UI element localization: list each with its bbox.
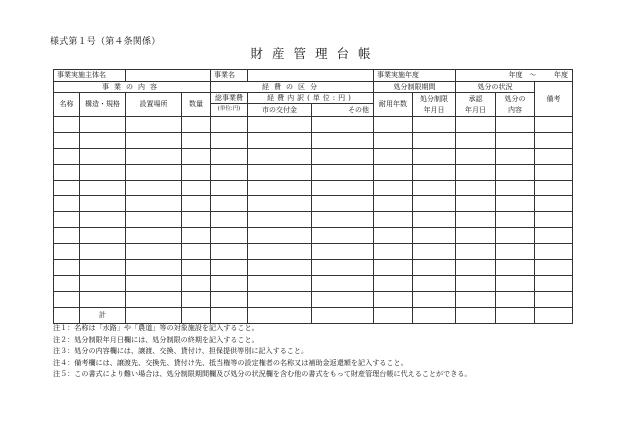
table-cell[interactable] (413, 212, 456, 228)
table-cell[interactable] (496, 132, 535, 148)
table-cell[interactable] (312, 260, 374, 276)
table-cell[interactable] (248, 164, 312, 180)
table-cell[interactable] (374, 212, 413, 228)
table-row (54, 148, 573, 164)
total-cost-unit: (単位:円) (211, 104, 248, 117)
table-row (54, 291, 573, 307)
table-cell[interactable] (496, 291, 535, 307)
table-cell[interactable] (248, 260, 312, 276)
table-cell[interactable] (182, 291, 211, 307)
table-cell[interactable] (182, 164, 211, 180)
table-row (54, 228, 573, 244)
table-cell[interactable] (456, 132, 496, 148)
table-cell[interactable] (312, 117, 374, 133)
table-cell[interactable] (80, 291, 126, 307)
table-cell[interactable] (80, 212, 126, 228)
table-cell[interactable] (535, 291, 573, 307)
table-cell[interactable] (374, 228, 413, 244)
table-cell[interactable] (182, 148, 211, 164)
total-label: 計 (80, 307, 126, 323)
table-cell[interactable] (312, 291, 374, 307)
table-cell[interactable] (413, 228, 456, 244)
total-cell[interactable] (312, 307, 374, 323)
quantity-header: 数量 (182, 93, 211, 117)
table-cell[interactable] (413, 260, 456, 276)
cost-breakdown-header: 経費内訳(単位:円) (248, 93, 374, 104)
approval-line1: 承認 (468, 94, 483, 103)
table-cell[interactable] (248, 196, 312, 212)
table-cell[interactable] (413, 275, 456, 291)
table-row (54, 180, 573, 196)
table-cell[interactable] (312, 148, 374, 164)
table-cell[interactable] (248, 244, 312, 260)
table-cell[interactable] (126, 291, 182, 307)
table-row (54, 260, 573, 276)
table-cell[interactable] (456, 180, 496, 196)
table-cell[interactable] (54, 148, 80, 164)
table-cell[interactable] (248, 148, 312, 164)
implementation-year-label: 事業実施年度 (374, 70, 456, 82)
table-cell[interactable] (456, 275, 496, 291)
table-cell[interactable] (456, 228, 496, 244)
table-cell[interactable] (312, 244, 374, 260)
table-cell[interactable] (248, 291, 312, 307)
table-cell[interactable] (211, 180, 248, 196)
disposal-content-header (496, 93, 535, 117)
table-cell[interactable] (211, 212, 248, 228)
table-cell[interactable] (535, 228, 573, 244)
city-grant-header: 市の交付金 (248, 104, 312, 117)
table-cell[interactable] (54, 132, 80, 148)
table-cell[interactable] (374, 196, 413, 212)
header-info-row (54, 70, 573, 82)
table-cell[interactable] (211, 148, 248, 164)
table-cell[interactable] (374, 148, 413, 164)
table-cell[interactable] (535, 212, 573, 228)
table-cell[interactable] (211, 244, 248, 260)
note-item: 注１：名称は「水路」や「農道」等の対象施設を記入すること。 (53, 323, 259, 332)
form-number-label: 様式第１号（第４条関係） (50, 37, 161, 47)
table-cell[interactable] (248, 228, 312, 244)
table-cell[interactable] (456, 117, 496, 133)
table-cell[interactable] (496, 180, 535, 196)
note-item: 注５：この書式により難い場合は、処分制限期間欄及び処分の状況欄を含む他の書式をもって財産管理台帳に代えることができる。 (53, 369, 472, 379)
table-cell[interactable] (80, 148, 126, 164)
table-cell[interactable] (535, 132, 573, 148)
total-cost-header: 総事業費 (211, 93, 248, 104)
table-cell[interactable] (248, 275, 312, 291)
table-cell[interactable] (54, 260, 80, 276)
table-cell[interactable] (312, 132, 374, 148)
table-cell[interactable] (211, 164, 248, 180)
total-cell[interactable] (126, 307, 182, 323)
table-cell[interactable] (211, 132, 248, 148)
table-cell[interactable] (80, 164, 126, 180)
table-cell[interactable] (413, 164, 456, 180)
table-cell[interactable] (211, 275, 248, 291)
table-cell[interactable] (126, 275, 182, 291)
total-cell[interactable] (54, 307, 80, 323)
total-cell[interactable] (182, 307, 211, 323)
table-cell[interactable] (496, 244, 535, 260)
table-row (54, 196, 573, 212)
table-cell[interactable] (312, 196, 374, 212)
table-cell[interactable] (80, 275, 126, 291)
table-cell[interactable] (535, 117, 573, 133)
table-cell[interactable] (54, 196, 80, 212)
table-cell[interactable] (80, 228, 126, 244)
table-cell[interactable] (456, 291, 496, 307)
disposal-content-line2: 内容 (508, 105, 522, 114)
table-cell[interactable] (126, 148, 182, 164)
page-title: 財産管理台帳 (250, 46, 380, 61)
name-header: 名称 (54, 93, 80, 117)
note-item: 注４：備考欄には、譲渡先、交換先、貸付け先、抵当権等の設定権者の名称又は補助金返還額を記入すること。 (53, 357, 408, 367)
table-cell[interactable] (126, 196, 182, 212)
year-separator: ～ (529, 71, 537, 79)
table-cell[interactable] (126, 180, 182, 196)
table-cell[interactable] (248, 117, 312, 133)
table-cell[interactable] (456, 244, 496, 260)
table-cell[interactable] (413, 132, 456, 148)
table-cell[interactable] (374, 180, 413, 196)
table-cell[interactable] (456, 148, 496, 164)
table-cell[interactable] (374, 132, 413, 148)
table-cell[interactable] (456, 164, 496, 180)
project-name-label: 事業名 (211, 70, 248, 82)
approval-date-header (456, 93, 496, 117)
table-cell[interactable] (496, 117, 535, 133)
table-cell[interactable] (54, 180, 80, 196)
table-cell[interactable] (126, 164, 182, 180)
table-cell[interactable] (413, 148, 456, 164)
table-cell[interactable] (80, 244, 126, 260)
table-cell[interactable] (182, 275, 211, 291)
table-cell[interactable] (456, 260, 496, 276)
total-cell[interactable] (248, 307, 312, 323)
table-cell[interactable] (182, 212, 211, 228)
year-from-label: 年度 (508, 71, 523, 79)
table-row (54, 244, 573, 260)
project-name-field[interactable] (248, 70, 374, 82)
restriction-end-line1: 処分制限 (420, 94, 448, 103)
table-cell[interactable] (182, 180, 211, 196)
implementation-year-field[interactable] (456, 70, 573, 82)
table-cell[interactable] (126, 212, 182, 228)
property-ledger-table (53, 69, 573, 324)
table-cell[interactable] (80, 117, 126, 133)
table-cell[interactable] (54, 117, 80, 133)
table-cell[interactable] (126, 117, 182, 133)
table-cell[interactable] (496, 275, 535, 291)
table-cell[interactable] (496, 260, 535, 276)
restriction-group-header: 処分制限期間 (374, 82, 456, 93)
table-cell[interactable] (54, 244, 80, 260)
table-cell[interactable] (126, 228, 182, 244)
table-row (54, 117, 573, 133)
table-cell[interactable] (248, 180, 312, 196)
table-cell[interactable] (496, 164, 535, 180)
table-cell[interactable] (312, 275, 374, 291)
table-row (54, 164, 573, 180)
year-to-label: 年度 (554, 71, 568, 79)
table-cell[interactable] (312, 180, 374, 196)
notes-section (53, 322, 472, 380)
table-row (54, 132, 573, 148)
total-row (54, 307, 573, 323)
total-cell[interactable] (211, 307, 248, 323)
org-name-label: 事業実施主体名 (54, 70, 126, 82)
table-cell[interactable] (496, 228, 535, 244)
cost-group-header: 経費の区分 (211, 82, 374, 93)
table-cell[interactable] (535, 244, 573, 260)
table-cell[interactable] (413, 180, 456, 196)
table-cell[interactable] (374, 164, 413, 180)
table-cell[interactable] (182, 228, 211, 244)
table-cell[interactable] (312, 212, 374, 228)
table-cell[interactable] (54, 228, 80, 244)
table-cell[interactable] (182, 117, 211, 133)
table-cell[interactable] (126, 132, 182, 148)
table-cell[interactable] (211, 196, 248, 212)
note-item: 注２：処分制限年月日欄には、処分制限の終期を記入すること。 (53, 334, 259, 344)
table-cell[interactable] (413, 291, 456, 307)
table-cell[interactable] (496, 148, 535, 164)
column-group-row (54, 82, 573, 93)
table-cell[interactable] (456, 212, 496, 228)
table-cell[interactable] (413, 244, 456, 260)
table-cell[interactable] (312, 228, 374, 244)
table-cell[interactable] (211, 260, 248, 276)
note-item: 注３：処分の内容欄には、譲渡、交換、貸付け、担保提供等別に記入すること。 (53, 346, 309, 356)
table-cell[interactable] (54, 275, 80, 291)
total-cell[interactable] (535, 307, 573, 323)
useful-years-header: 耐用年数 (374, 93, 413, 117)
structure-header: 構造・規格 (80, 93, 126, 117)
org-name-field[interactable] (126, 70, 211, 82)
table-cell[interactable] (126, 260, 182, 276)
table-cell[interactable] (80, 260, 126, 276)
table-cell[interactable] (80, 132, 126, 148)
table-cell[interactable] (248, 132, 312, 148)
table-cell[interactable] (182, 196, 211, 212)
table-cell[interactable] (535, 260, 573, 276)
table-cell[interactable] (248, 212, 312, 228)
table-cell[interactable] (535, 196, 573, 212)
table-cell[interactable] (211, 228, 248, 244)
table-cell[interactable] (535, 180, 573, 196)
table-cell[interactable] (182, 260, 211, 276)
restriction-end-header (413, 93, 456, 117)
total-cell[interactable] (413, 307, 456, 323)
restriction-end-line2: 年月日 (423, 105, 445, 114)
disposal-group-header: 処分の状況 (456, 82, 535, 93)
table-cell[interactable] (374, 260, 413, 276)
table-cell[interactable] (413, 117, 456, 133)
table-cell[interactable] (80, 180, 126, 196)
total-cell[interactable] (456, 307, 496, 323)
table-cell[interactable] (374, 291, 413, 307)
content-group-header: 事業の内容 (54, 82, 211, 93)
total-cell[interactable] (374, 307, 413, 323)
table-cell[interactable] (182, 244, 211, 260)
table-cell[interactable] (374, 117, 413, 133)
table-cell[interactable] (374, 244, 413, 260)
table-cell[interactable] (496, 196, 535, 212)
other-header: その他 (312, 104, 374, 117)
table-row (54, 275, 573, 291)
table-cell[interactable] (456, 196, 496, 212)
approval-line2: 年月日 (465, 105, 486, 114)
total-cell[interactable] (496, 307, 535, 323)
table-cell[interactable] (182, 132, 211, 148)
disposal-content-line1: 処分の (504, 94, 526, 103)
table-cell[interactable] (54, 164, 80, 180)
table-cell[interactable] (535, 164, 573, 180)
table-cell[interactable] (535, 148, 573, 164)
location-header: 設置場所 (126, 93, 182, 117)
table-row (54, 212, 573, 228)
table-cell[interactable] (54, 291, 80, 307)
table-cell[interactable] (80, 196, 126, 212)
table-cell[interactable] (535, 275, 573, 291)
table-cell[interactable] (496, 212, 535, 228)
column-subgroup-row (54, 93, 573, 104)
table-cell[interactable] (374, 275, 413, 291)
ledger-body (54, 117, 573, 324)
table-cell[interactable] (126, 244, 182, 260)
table-cell[interactable] (54, 212, 80, 228)
table-cell[interactable] (413, 196, 456, 212)
remarks-header: 備考 (535, 82, 573, 117)
table-cell[interactable] (211, 291, 248, 307)
table-cell[interactable] (312, 164, 374, 180)
table-cell[interactable] (211, 117, 248, 133)
